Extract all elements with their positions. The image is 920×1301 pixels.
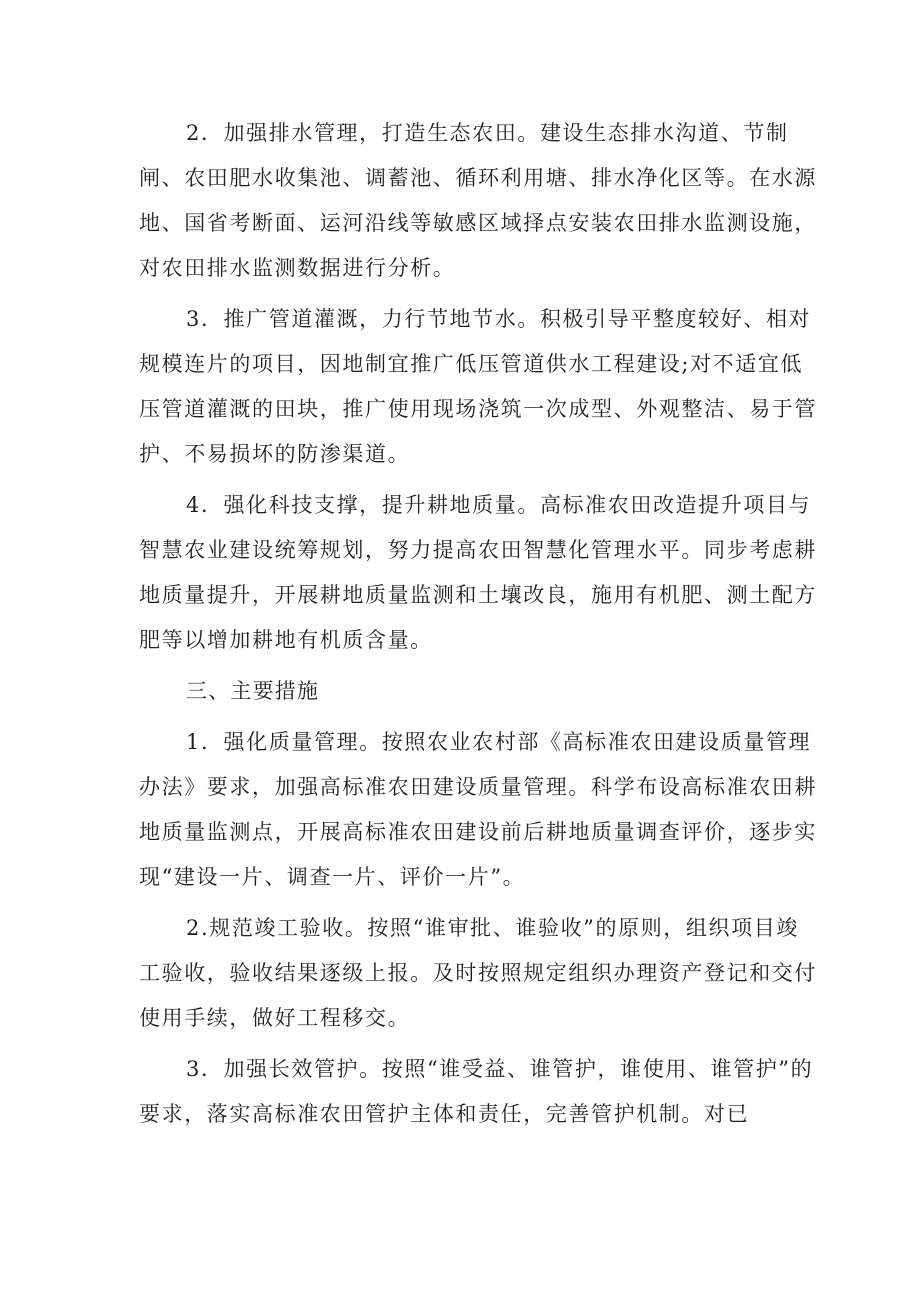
paragraph-technology: 4．强化科技支撑，提升耕地质量。高标准农田改造提升项目与智慧农业建设统筹规划，努力提高农田智慧化管理水平。同步考虑耕地质量提升，开展耕地质量监测和土壤改良，施用有机肥、测土配方肥等以增加耕地有机质含量。	[139, 493, 817, 652]
paragraph-irrigation: 3．推广管道灌溉，力行节地节水。积极引导平整度较好、相对规模连片的项目，因地制宜推广低压管道供水工程建设;对不适宜低压管道灌溉的田块，推广使用现场浇筑一次成型、外观整洁、易于管护、不易损坏的防渗渠道。	[139, 307, 817, 466]
paragraph-drainage: 2．加强排水管理，打造生态农田。建设生态排水沟道、节制闸、农田肥水收集池、调蓄池、循环利用塘、排水净化区等。在水源地、国省考断面、运河沿线等敏感区域择点安装农田排水监测设施，对农田排水监测数据进行分析。	[139, 121, 817, 280]
measure-quality: 1．强化质量管理。按照农业农村部《高标准农田建设质量管理办法》要求，加强高标准农田建设质量管理。科学布设高标准农田耕地质量监测点，开展高标准农田建设前后耕地质量调查评价，逐步实现“建设一片、调查一片、评价一片”。	[139, 730, 817, 889]
measure-acceptance: 2.规范竣工验收。按照“谁审批、谁验收”的原则，组织项目竣工验收，验收结果逐级上报。及时按照规定组织办理资产登记和交付使用手续，做好工程移交。	[139, 916, 817, 1030]
document-body	[139, 111, 819, 1143]
measure-maintenance: 3．加强长效管护。按照“谁受益、谁管护，谁使用、谁管护”的要求，落实高标准农田管护主体和责任，完善管护机制。对已	[139, 1057, 814, 1126]
section-heading: 三、主要措施	[186, 679, 320, 703]
